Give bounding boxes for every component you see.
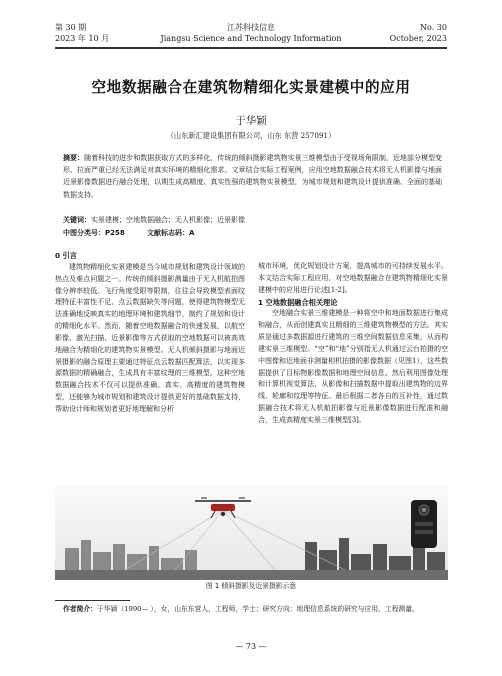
paper-title: 空地数据融合在建筑物精细化实景建模中的应用 [91,79,411,96]
footnote-rule [55,600,130,601]
issue-info-en [390,22,447,44]
keywords-text: 实景建模；空地数据融合；无人机影像；近景影像 [91,216,245,224]
section-0-heading: 0 引言 [55,251,77,260]
journal-name-en: Jiangsu Science and Technology Information [160,34,342,43]
keywords-label: 关键词： [63,216,91,224]
intro-continuation: 城市环境，优化规划设计方案，提高城市的可持续发展水平。本文结合实际工程应用，对空地数据融合在建筑物精细化实景建模中的应用进行论述[1-2]。 [258,262,448,294]
classification [63,227,442,239]
footnote-label: 作者简介： [63,605,97,613]
section-1-heading: 1 空地数据融合相关理论 [258,297,338,307]
issue-date: 2023 年 10 月 [55,34,110,43]
page-number: — 73 — [235,642,267,651]
figure-illustration [55,484,448,580]
header-rule [55,47,447,49]
running-header [55,22,447,52]
figure-1-drone-photography [55,484,448,580]
section-0-text: 建筑物精细化实景建模是当今城市规划和建筑设计领域的热点及难点问题之一。传统的倾斜摄影测量由于无人机航拍图像分辨率较低、飞行角度受限等限制，往往会导致模型表面纹理特征丰富性不足、点云数据缺失等问题，使得建筑物模型无法准确地反映真实的地理环境和建筑细节，制约了规划和设计的精细化水平。然而，随着空地数据融合的快速发展，以航空影像、激光扫描、近景影像等方式获取的空地数据可以被高效地融合为精细化的建筑物实景模型。无人机倾斜摄影与地面近景摄影的融合原理主要通过特征点云数据匹配算法，以实现多源数据的精确融合，生成具有丰富纹理的三维模型。这种空地数据融合技术不仅可以提供准确、真实、高精度的建筑物模型，还能够为城市规划和建筑设计提供更好的基础数据支持，帮助设计师和规划者更好地理解和分析 [55,262,245,413]
journal-name [55,22,447,44]
figure-1-caption: 图 1 倾斜摄影及近景摄影示意 [205,582,297,590]
footnote-text: 于华颖（1990— ），女，山东东营人，工程师，学士；研究方向：地理信息系统的研究与应用、工程测量。 [96,605,419,613]
issue-number-en: No. 30 [420,23,447,32]
doc-code-value: A [188,229,195,237]
section-1-text: 空地融合实景三维建模是一种将空中和地面数据进行集成和融合，从而创建真实且精细的三维建筑物模型的方法。其实质是通过多数据源进行建筑的三维空间数据信息采集，从而构建实景三维模型。“空”和“地”分别指无人机通过云台拍摄的空中图像和近地面非测量相机拍摄的影像数据（见图1），这些数据提供了目标物影像数据和地理空间信息。然后利用图像处理和计算机视觉算法，从影像和扫描数据中提取出建筑物的边界线、轮廓和纹理等特征。最后根据二者各自的互补性，通过数据融合技术将无人机航拍影像与近景影像数据进行配准和融合，生成高精度实景三维模型[3]。 [258,309,448,424]
left-column [55,250,245,416]
abstract-text: 随着科技的进步和数据获取方式的多样化，传统的倾斜摄影建筑物实景三维模型由于受视场角限制，近地部分模型变形、拉面严重已经无法满足对真实环境的精细化需求。文章结合实际工程案例，应用空地数据融合技术将无人机影像与地面近景影像数据进行融合处理，以期生成高精度、真实性强的建筑物实景模型，为城市规划和建筑设计提供准确、全面的基础数据支持。 [63,154,443,199]
ground-strip [55,570,448,580]
ground-camera-icon [411,500,437,548]
journal-name-cn: 江苏科技信息 [227,23,275,32]
right-column [258,261,448,427]
author-name: 于华颖 [235,115,267,127]
author-bio-footnote [63,604,447,615]
class-value: P258 [105,229,125,237]
author-affiliation: （山东新汇建设集团有限公司，山东 东营 257091） [166,131,336,140]
abstract-label: 摘要： [63,154,85,162]
doc-code-label: 文献标志码： [146,229,189,237]
issue-number: 第 30 期 [55,23,87,32]
class-label: 中图分类号： [63,229,105,237]
keywords [63,214,442,226]
issue-date-en: October, 2023 [389,34,447,43]
abstract [63,152,442,201]
